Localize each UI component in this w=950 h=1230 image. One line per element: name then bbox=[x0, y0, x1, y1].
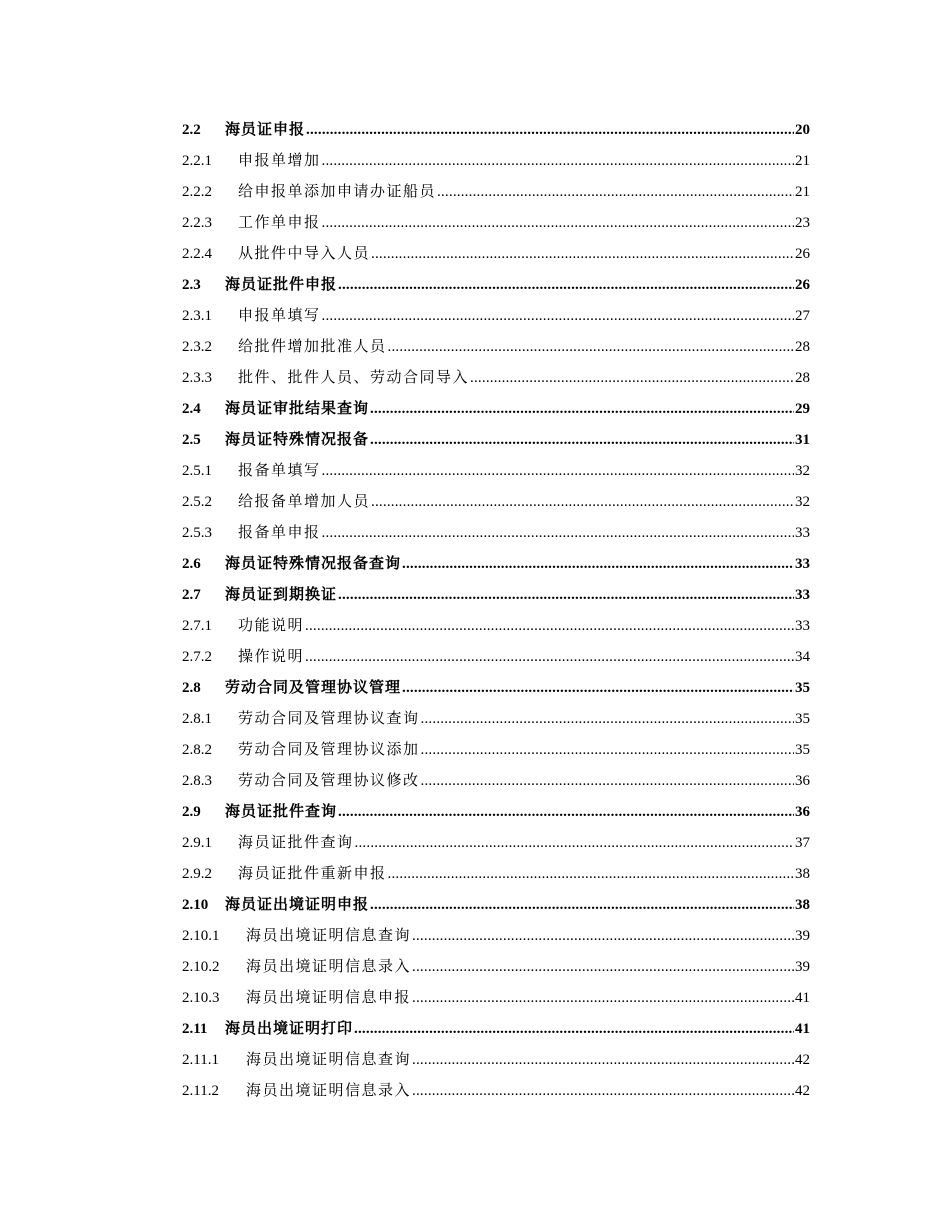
toc-entry-title: 海员出境证明信息录入 bbox=[246, 959, 412, 975]
toc-entry-title: 从批件中导入人员 bbox=[238, 246, 371, 262]
toc-dot-leader bbox=[305, 611, 794, 642]
toc-dot-leader bbox=[470, 363, 794, 394]
toc-entry-page-number: 39 bbox=[795, 928, 810, 944]
toc-entry-number: 2.3 bbox=[182, 277, 201, 293]
toc-entry-page-number: 31 bbox=[795, 432, 810, 448]
toc-entry-page-number: 28 bbox=[795, 370, 810, 386]
toc-entry-title: 海员出境证明打印 bbox=[225, 1021, 354, 1037]
toc-dot-leader bbox=[412, 1045, 794, 1076]
toc-entry-page-number: 35 bbox=[795, 742, 810, 758]
toc-entry-page-number: 32 bbox=[795, 463, 810, 479]
toc-dot-leader bbox=[388, 332, 794, 363]
toc-entry-number: 2.7.2 bbox=[182, 649, 212, 665]
toc-entry-number: 2.5.2 bbox=[182, 494, 212, 510]
toc-entry-page-number: 29 bbox=[795, 401, 810, 417]
toc-entry-page-number: 32 bbox=[795, 494, 810, 510]
toc-dot-leader bbox=[370, 890, 794, 921]
toc-entry[interactable] bbox=[182, 580, 810, 611]
toc-entry-number: 2.10.3 bbox=[182, 990, 220, 1006]
toc-dot-leader bbox=[421, 735, 794, 766]
toc-entry-page-number: 36 bbox=[795, 773, 810, 789]
toc-entry-page-number: 33 bbox=[795, 525, 810, 541]
toc-entry[interactable] bbox=[182, 921, 810, 952]
toc-dot-leader bbox=[388, 859, 794, 890]
toc-entry-page-number: 36 bbox=[795, 804, 810, 820]
toc-dot-leader bbox=[338, 580, 794, 611]
toc-dot-leader bbox=[338, 270, 794, 301]
toc-entry-page-number: 41 bbox=[795, 1021, 810, 1037]
toc-entry[interactable] bbox=[182, 642, 810, 673]
toc-entry-title: 报备单填写 bbox=[238, 463, 321, 479]
toc-entry[interactable] bbox=[182, 1076, 810, 1107]
toc-entry-page-number: 37 bbox=[795, 835, 810, 851]
toc-dot-leader bbox=[305, 642, 794, 673]
toc-entry-title: 海员证出境证明申报 bbox=[225, 897, 370, 913]
toc-entry-number: 2.8 bbox=[182, 680, 201, 696]
toc-entry-number: 2.2 bbox=[182, 122, 201, 138]
toc-entry-title: 报备单申报 bbox=[238, 525, 321, 541]
toc-entry[interactable] bbox=[182, 1014, 810, 1045]
toc-entry-number: 2.2.4 bbox=[182, 246, 212, 262]
toc-entry-title: 海员证批件查询 bbox=[238, 835, 354, 851]
toc-entry-title: 劳动合同及管理协议添加 bbox=[238, 742, 420, 758]
toc-entry-title: 申报单填写 bbox=[238, 308, 321, 324]
toc-entry-number: 2.8.1 bbox=[182, 711, 212, 727]
toc-entry-page-number: 28 bbox=[795, 339, 810, 355]
toc-dot-leader bbox=[322, 146, 794, 177]
toc-entry-page-number: 21 bbox=[795, 153, 810, 169]
toc-entry-title: 批件、批件人员、劳动合同导入 bbox=[238, 370, 470, 386]
toc-entry-number: 2.9 bbox=[182, 804, 201, 820]
toc-entry[interactable] bbox=[182, 363, 810, 394]
toc-entry[interactable] bbox=[182, 983, 810, 1014]
toc-entry-title: 劳动合同及管理协议修改 bbox=[238, 773, 420, 789]
toc-entry-number: 2.11.2 bbox=[182, 1083, 219, 1099]
toc-entry-title: 操作说明 bbox=[238, 649, 305, 665]
toc-dot-leader bbox=[412, 921, 794, 952]
toc-entry[interactable] bbox=[182, 673, 810, 704]
toc-entry-page-number: 38 bbox=[795, 897, 810, 913]
toc-dot-leader bbox=[402, 673, 794, 704]
toc-dot-leader bbox=[355, 828, 794, 859]
toc-entry-page-number: 38 bbox=[795, 866, 810, 882]
toc-dot-leader bbox=[322, 518, 794, 549]
toc-entry-number: 2.3.1 bbox=[182, 308, 212, 324]
toc-entry-title: 海员证申报 bbox=[225, 122, 306, 138]
toc-entry-title: 海员出境证明信息录入 bbox=[246, 1083, 412, 1099]
toc-entry-number: 2.5.1 bbox=[182, 463, 212, 479]
toc-entry-page-number: 21 bbox=[795, 184, 810, 200]
toc-entry-title: 海员证批件重新申报 bbox=[238, 866, 387, 882]
toc-entry-title: 功能说明 bbox=[238, 618, 305, 634]
toc-dot-leader bbox=[412, 952, 794, 983]
toc-entry[interactable] bbox=[182, 394, 810, 425]
toc-dot-leader bbox=[412, 1076, 794, 1107]
toc-dot-leader bbox=[354, 1014, 794, 1045]
toc-entry-number: 2.6 bbox=[182, 556, 201, 572]
toc-dot-leader bbox=[370, 394, 794, 425]
toc-entry-title: 海员证审批结果查询 bbox=[225, 401, 370, 417]
toc-dot-leader bbox=[371, 487, 794, 518]
toc-dot-leader bbox=[437, 177, 794, 208]
toc-entry-number: 2.2.1 bbox=[182, 153, 212, 169]
toc-entry-page-number: 26 bbox=[795, 277, 810, 293]
toc-entry[interactable] bbox=[182, 301, 810, 332]
toc-entry[interactable] bbox=[182, 952, 810, 983]
toc-entry[interactable] bbox=[182, 270, 810, 301]
toc-dot-leader bbox=[370, 425, 794, 456]
toc-entry-number: 2.5.3 bbox=[182, 525, 212, 541]
toc-entry-title: 给申报单添加申请办证船员 bbox=[238, 184, 437, 200]
toc-entry[interactable] bbox=[182, 828, 810, 859]
toc-entry-title: 海员证特殊情况报备查询 bbox=[225, 556, 402, 572]
toc-entry-page-number: 23 bbox=[795, 215, 810, 231]
toc-entry-number: 2.10.1 bbox=[182, 928, 220, 944]
toc-entry-page-number: 41 bbox=[795, 990, 810, 1006]
toc-entry-number: 2.9.2 bbox=[182, 866, 212, 882]
toc-entry-page-number: 35 bbox=[795, 680, 810, 696]
toc-entry[interactable] bbox=[182, 239, 810, 270]
toc-entry[interactable] bbox=[182, 766, 810, 797]
toc-entry-title: 海员证到期换证 bbox=[225, 587, 338, 603]
toc-entry[interactable] bbox=[182, 890, 810, 921]
toc-entry[interactable] bbox=[182, 332, 810, 363]
toc-entry-title: 给报备单增加人员 bbox=[238, 494, 371, 510]
toc-entry-title: 海员证批件查询 bbox=[225, 804, 338, 820]
toc-entry[interactable] bbox=[182, 549, 810, 580]
toc-dot-leader bbox=[412, 983, 794, 1014]
toc-entry-number: 2.8.2 bbox=[182, 742, 212, 758]
toc-entry-title: 海员出境证明信息查询 bbox=[246, 928, 412, 944]
toc-dot-leader bbox=[322, 208, 794, 239]
toc-entry-title: 海员出境证明信息申报 bbox=[246, 990, 412, 1006]
toc-entry-page-number: 33 bbox=[795, 618, 810, 634]
toc-entry[interactable] bbox=[182, 425, 810, 456]
toc-entry-number: 2.2.2 bbox=[182, 184, 212, 200]
toc-entry-number: 2.10 bbox=[182, 897, 209, 913]
toc-entry-page-number: 33 bbox=[795, 556, 810, 572]
toc-dot-leader bbox=[306, 115, 794, 146]
toc-entry-title: 海员出境证明信息查询 bbox=[246, 1052, 412, 1068]
toc-entry[interactable] bbox=[182, 177, 810, 208]
toc-entry[interactable] bbox=[182, 456, 810, 487]
toc-dot-leader bbox=[371, 239, 794, 270]
toc-entry[interactable] bbox=[182, 208, 810, 239]
toc-entry[interactable] bbox=[182, 859, 810, 890]
toc-entry-page-number: 34 bbox=[795, 649, 810, 665]
toc-entry-number: 2.10.2 bbox=[182, 959, 220, 975]
toc-entry[interactable] bbox=[182, 487, 810, 518]
toc-dot-leader bbox=[421, 704, 794, 735]
toc-entry-number: 2.4 bbox=[182, 401, 201, 417]
toc-entry-number: 2.11.1 bbox=[182, 1052, 219, 1068]
toc-entry-page-number: 20 bbox=[795, 122, 810, 138]
toc-entry-number: 2.8.3 bbox=[182, 773, 212, 789]
toc-entry[interactable] bbox=[182, 518, 810, 549]
toc-entry-number: 2.5 bbox=[182, 432, 201, 448]
toc-entry[interactable] bbox=[182, 611, 810, 642]
toc-entry[interactable] bbox=[182, 704, 810, 735]
toc-entry-page-number: 33 bbox=[795, 587, 810, 603]
toc-entry-page-number: 35 bbox=[795, 711, 810, 727]
toc-entry-number: 2.2.3 bbox=[182, 215, 212, 231]
toc-dot-leader bbox=[338, 797, 794, 828]
toc-entry-number: 2.3.2 bbox=[182, 339, 212, 355]
toc-dot-leader bbox=[421, 766, 794, 797]
toc-entry-title: 海员证特殊情况报备 bbox=[225, 432, 370, 448]
toc-dot-leader bbox=[322, 456, 794, 487]
toc-dot-leader bbox=[322, 301, 794, 332]
table-of-contents bbox=[182, 115, 810, 1107]
toc-entry-title: 劳动合同及管理协议管理 bbox=[225, 680, 402, 696]
toc-entry-number: 2.11 bbox=[182, 1021, 208, 1037]
toc-entry[interactable] bbox=[182, 115, 810, 146]
toc-dot-leader bbox=[402, 549, 794, 580]
toc-entry[interactable] bbox=[182, 735, 810, 766]
toc-entry[interactable] bbox=[182, 1045, 810, 1076]
toc-entry-title: 给批件增加批准人员 bbox=[238, 339, 387, 355]
toc-entry-number: 2.3.3 bbox=[182, 370, 212, 386]
toc-entry-title: 劳动合同及管理协议查询 bbox=[238, 711, 420, 727]
toc-entry-page-number: 42 bbox=[795, 1052, 810, 1068]
toc-entry-title: 申报单增加 bbox=[238, 153, 321, 169]
toc-entry-title: 海员证批件申报 bbox=[225, 277, 338, 293]
toc-entry-page-number: 42 bbox=[795, 1083, 810, 1099]
toc-entry[interactable] bbox=[182, 797, 810, 828]
toc-entry-page-number: 39 bbox=[795, 959, 810, 975]
toc-entry[interactable] bbox=[182, 146, 810, 177]
toc-entry-number: 2.9.1 bbox=[182, 835, 212, 851]
toc-entry-page-number: 27 bbox=[795, 308, 810, 324]
toc-entry-title: 工作单申报 bbox=[238, 215, 321, 231]
toc-entry-number: 2.7 bbox=[182, 587, 201, 603]
toc-entry-number: 2.7.1 bbox=[182, 618, 212, 634]
toc-entry-page-number: 26 bbox=[795, 246, 810, 262]
